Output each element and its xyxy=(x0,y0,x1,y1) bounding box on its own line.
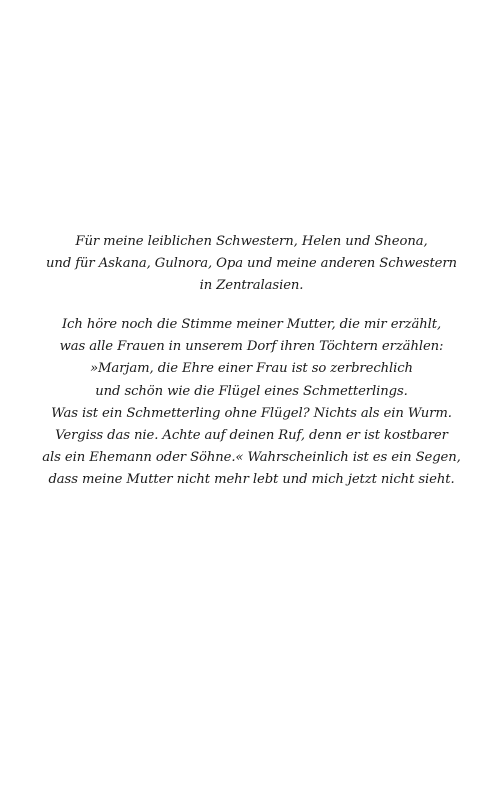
epigraph-line: und schön wie die Flügel eines Schmetterlings. xyxy=(95,383,408,399)
epigraph-line: was alle Frauen in unserem Dorf ihren Töchtern erzählen: xyxy=(59,339,444,355)
epigraph-line: Ich höre noch die Stimme meiner Mutter, die mir erzählt, xyxy=(61,317,442,332)
dedication-line: und für Askana, Gulnora, Opa und meine anderen Schwestern xyxy=(46,256,457,272)
epigraph-line: Was ist ein Schmetterling ohne Flügel? Nichts als ein Wurm. xyxy=(51,405,452,421)
epigraph-line: »Marjam, die Ehre einer Frau ist so zerbrechlich xyxy=(90,361,413,377)
epigraph-line: Vergiss das nie. Achte auf deinen Ruf, denn er ist kostbarer xyxy=(55,428,448,444)
epigraph-line: dass meine Mutter nicht mehr lebt und mich jetzt nicht sieht. xyxy=(48,472,455,488)
dedication-line: Für meine leiblichen Schwestern, Helen und Sheona, xyxy=(75,234,428,249)
epigraph xyxy=(0,314,503,492)
dedication-line: in Zentralasien. xyxy=(199,278,304,294)
dedication xyxy=(0,231,503,298)
epigraph-line: als ein Ehemann oder Söhne.« Wahrscheinlich ist es ein Segen, xyxy=(42,450,461,466)
